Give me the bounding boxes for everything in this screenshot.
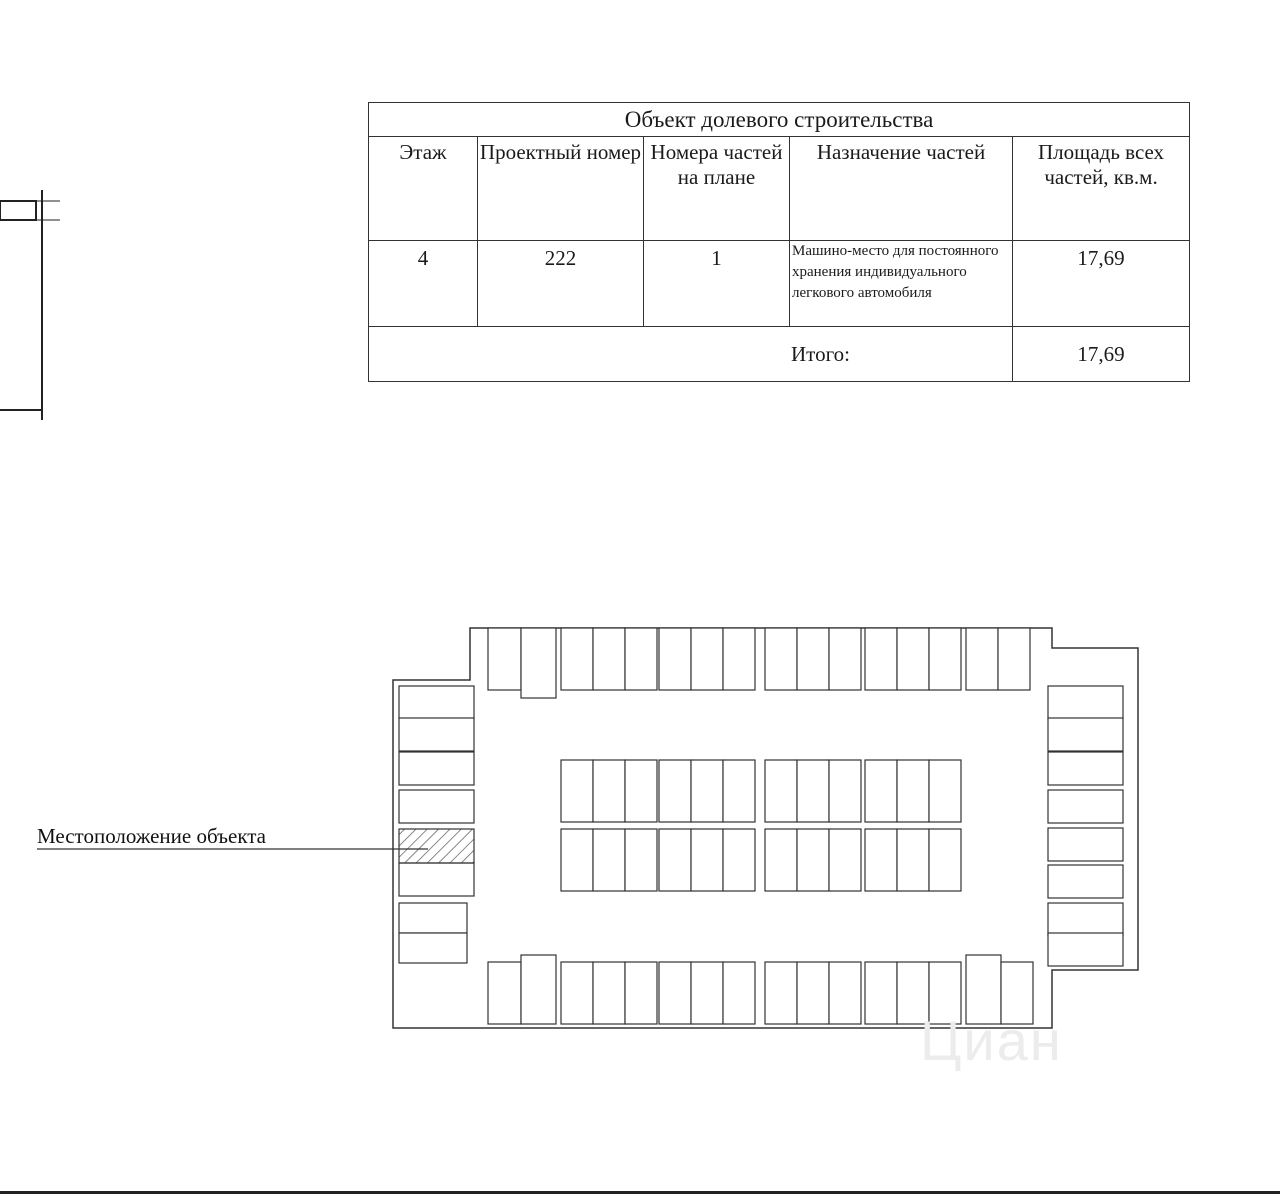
- parking-space: [399, 790, 474, 823]
- parking-space: [829, 962, 861, 1024]
- header-floor: Этаж: [369, 137, 478, 240]
- parking-space: [966, 628, 998, 690]
- parking-space: [691, 962, 723, 1024]
- parking-space: [625, 962, 657, 1024]
- parking-space: [399, 752, 474, 785]
- parking-space: [765, 760, 797, 822]
- parking-space: [1048, 933, 1123, 966]
- parking-space: [765, 829, 797, 891]
- parking-space: [399, 933, 467, 963]
- parking-space: [521, 628, 556, 698]
- parking-space: [797, 628, 829, 690]
- parking-space: [593, 760, 625, 822]
- parking-space: [829, 760, 861, 822]
- parking-space: [1048, 752, 1123, 785]
- total-value: 17,69: [1013, 327, 1190, 382]
- parking-space: [399, 718, 474, 751]
- parking-space: [625, 829, 657, 891]
- parking-space: [593, 962, 625, 1024]
- parking-space: [929, 628, 961, 690]
- location-label: Местоположение объекта: [37, 824, 267, 848]
- parking-space: [929, 760, 961, 822]
- parking-space: [797, 760, 829, 822]
- parking-space: [797, 829, 829, 891]
- selected-parking-space: [399, 829, 474, 863]
- parking-space: [897, 829, 929, 891]
- left-building-fragment: [0, 190, 60, 420]
- total-label: Итого:: [369, 327, 1013, 382]
- parking-space: [829, 628, 861, 690]
- parking-space: [897, 760, 929, 822]
- parking-space: [865, 628, 897, 690]
- parking-space: [829, 829, 861, 891]
- header-project-number: Проектный номер: [478, 137, 644, 240]
- parking-space: [399, 686, 474, 719]
- parking-space: [561, 829, 593, 891]
- parking-space: [865, 760, 897, 822]
- parking-space: [691, 829, 723, 891]
- parking-space: [1048, 828, 1123, 861]
- cell-floor: 4: [369, 240, 478, 326]
- parking-space: [625, 760, 657, 822]
- parking-space: [561, 760, 593, 822]
- header-area: Площадь всех частей, кв.м.: [1013, 137, 1190, 240]
- cell-project-number: 222: [478, 240, 644, 326]
- parking-space: [723, 628, 755, 690]
- parking-space: [797, 962, 829, 1024]
- parking-space: [765, 962, 797, 1024]
- cell-part-number: 1: [644, 240, 790, 326]
- parking-space: [593, 628, 625, 690]
- parking-space: [488, 628, 521, 690]
- parking-space: [561, 962, 593, 1024]
- parking-space: [399, 903, 467, 933]
- parking-space: [561, 628, 593, 690]
- parking-space: [399, 863, 474, 896]
- parking-space: [1048, 790, 1123, 823]
- equity-object-table: [368, 102, 1190, 382]
- parking-space: [659, 962, 691, 1024]
- parking-space: [593, 829, 625, 891]
- parking-space: [659, 760, 691, 822]
- header-part-numbers: Номера частей на плане: [644, 137, 790, 240]
- parking-space: [865, 962, 897, 1024]
- parking-space: [865, 829, 897, 891]
- parking-space: [521, 955, 556, 1024]
- parking-space: [723, 760, 755, 822]
- parking-space: [998, 628, 1030, 690]
- parking-space: [691, 760, 723, 822]
- parking-spaces: [399, 628, 1123, 1024]
- parking-space: [1048, 718, 1123, 751]
- parking-space: [897, 628, 929, 690]
- cell-purpose: Машино-место для постоянного хранения индивидуального легкового автомобиля: [790, 240, 1013, 326]
- parking-space: [1048, 865, 1123, 898]
- parking-space: [659, 628, 691, 690]
- parking-space: [723, 829, 755, 891]
- parking-space: [659, 829, 691, 891]
- parking-space: [929, 829, 961, 891]
- cell-area: 17,69: [1013, 240, 1190, 326]
- parking-space: [691, 628, 723, 690]
- parking-space: [625, 628, 657, 690]
- parking-space: [1048, 903, 1123, 936]
- header-purpose: Назначение частей: [790, 137, 1013, 240]
- parking-space: [723, 962, 755, 1024]
- parking-space: [1048, 686, 1123, 719]
- table-title: Объект долевого строительства: [369, 103, 1190, 137]
- watermark-logo: Циан: [920, 1009, 1063, 1072]
- parking-space: [765, 628, 797, 690]
- parking-space: [488, 962, 521, 1024]
